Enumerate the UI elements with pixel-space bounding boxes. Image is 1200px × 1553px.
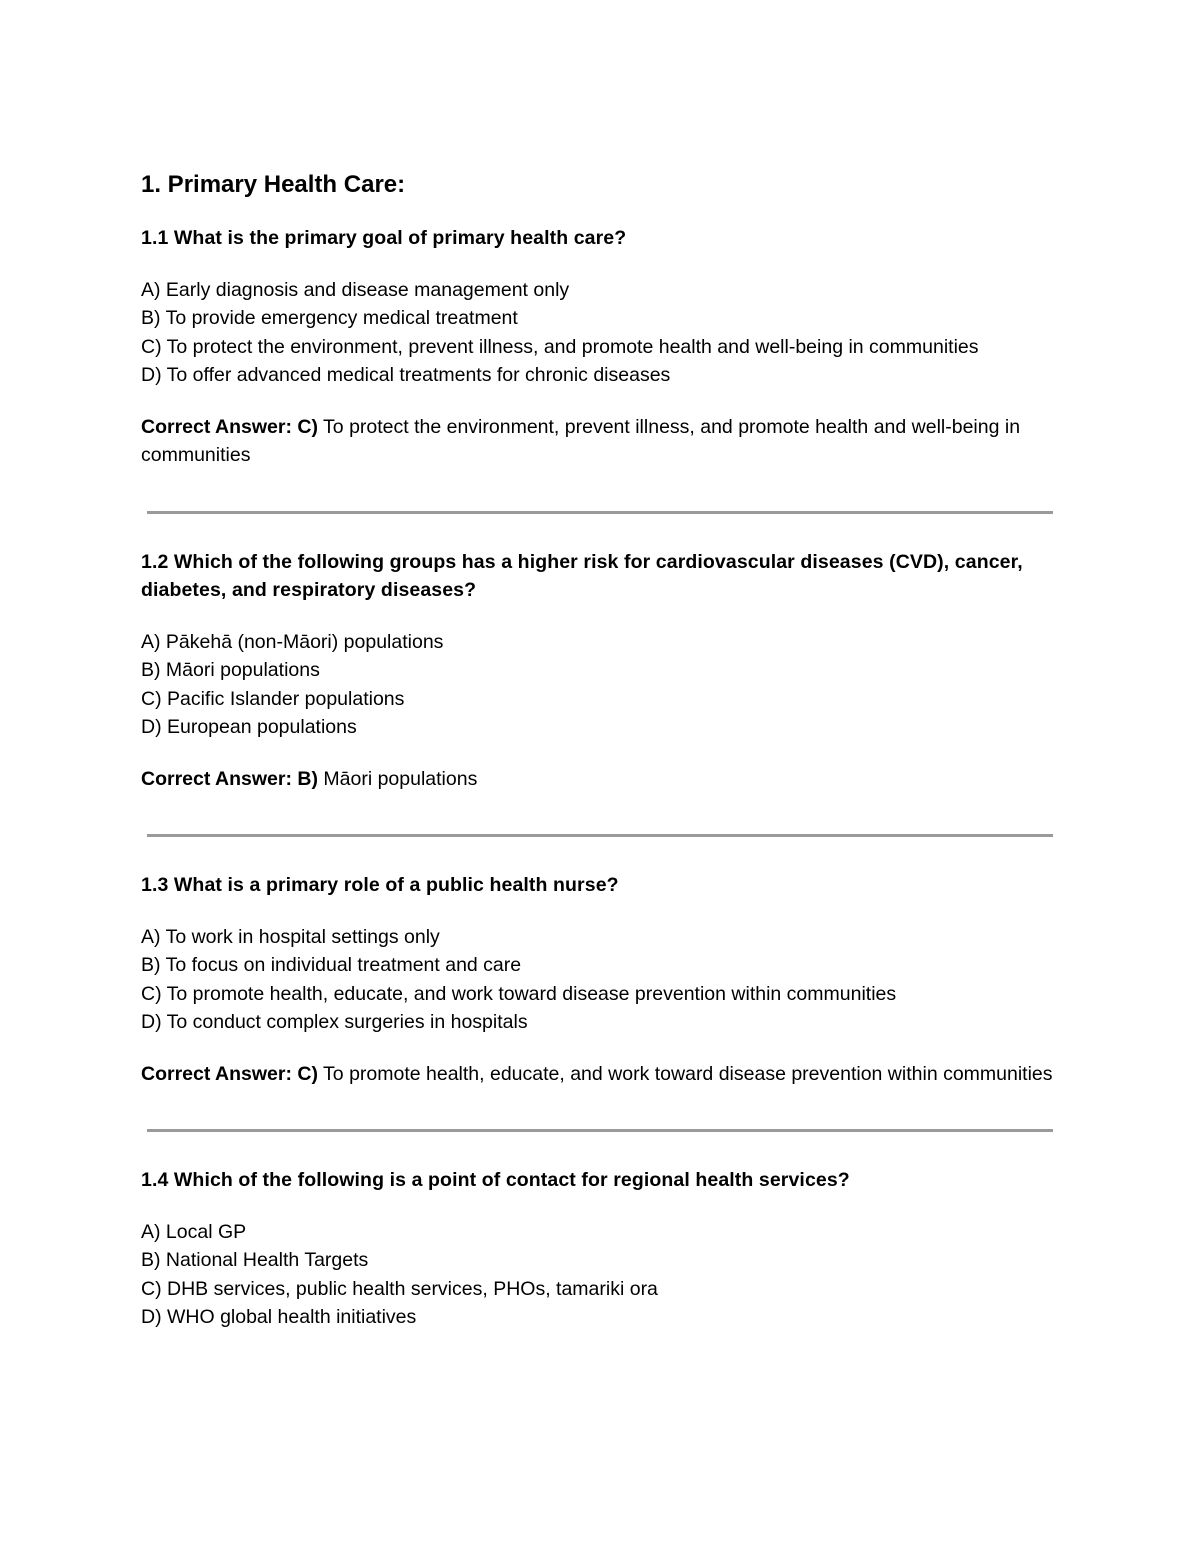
question-1-1 [141, 224, 1056, 470]
section-title: 1. Primary Health Care: [141, 171, 406, 198]
option-c: C) Pacific Islander populations [141, 687, 405, 710]
divider [147, 834, 1053, 837]
option-c: C) To protect the environment, prevent illness, and promote health and well-being in communities [141, 335, 979, 358]
question-1-2 [141, 548, 1056, 794]
options-list [141, 1218, 1056, 1332]
correct-answer-label: Correct Answer: C) [141, 1062, 318, 1085]
option-b: B) To focus on individual treatment and care [141, 954, 522, 976]
options-list [141, 923, 1056, 1037]
option-a: A) Local GP [141, 1220, 247, 1243]
question-text: 1.2 Which of the following groups has a higher risk for cardiovascular diseases (CVD), cancer, diabetes, and respiratory diseases? [141, 550, 1023, 601]
correct-answer-label: Correct Answer: C) [141, 415, 318, 438]
question-text: 1.3 What is a primary role of a public health nurse? [141, 874, 619, 896]
divider [147, 511, 1053, 514]
option-c: C) To promote health, educate, and work toward disease prevention within communities [141, 982, 897, 1005]
option-a: A) To work in hospital settings only [141, 925, 440, 948]
correct-answer-label: Correct Answer: B) [141, 767, 318, 790]
correct-answer [141, 413, 1056, 470]
correct-answer-text: To protect the environment, prevent illness, and promote health and well-being in communities [141, 415, 1021, 466]
option-a: A) Pākehā (non-Māori) populations [141, 630, 444, 653]
document-page [141, 170, 1056, 1332]
option-d: D) WHO global health initiatives [141, 1306, 417, 1328]
options-list [141, 628, 1056, 742]
correct-answer [141, 1060, 1056, 1089]
correct-answer-text: Māori populations [317, 767, 478, 790]
option-b: B) Māori populations [141, 659, 320, 681]
question-text: 1.1 What is the primary goal of primary health care? [141, 227, 627, 249]
option-d: D) To conduct complex surgeries in hospitals [141, 1011, 528, 1033]
question-1-3 [141, 871, 1056, 1088]
question-1-4 [141, 1166, 1056, 1332]
options-list [141, 276, 1056, 390]
question-text: 1.4 Which of the following is a point of contact for regional health services? [141, 1169, 850, 1191]
option-b: B) National Health Targets [141, 1249, 369, 1271]
divider [147, 1129, 1053, 1132]
option-b: B) To provide emergency medical treatment [141, 307, 518, 329]
option-d: D) European populations [141, 716, 357, 738]
option-d: D) To offer advanced medical treatments for chronic diseases [141, 364, 671, 386]
option-c: C) DHB services, public health services, PHOs, tamariki ora [141, 1277, 658, 1300]
correct-answer [141, 765, 1056, 794]
option-a: A) Early diagnosis and disease management only [141, 278, 570, 301]
correct-answer-text: To promote health, educate, and work toward disease prevention within communities [317, 1062, 1053, 1085]
